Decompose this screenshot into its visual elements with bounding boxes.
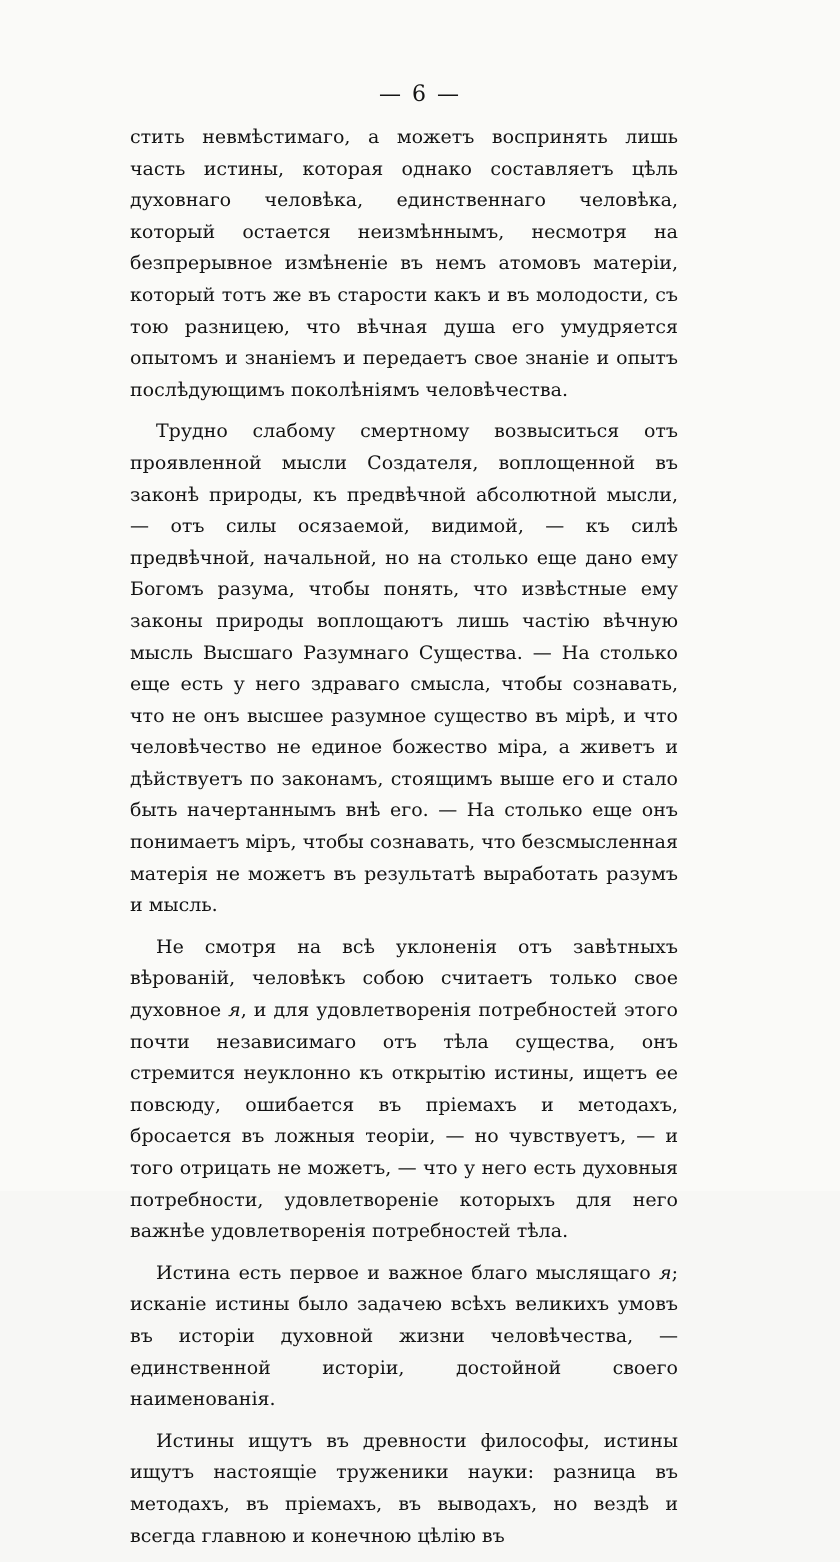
paragraph-text-segment: Истина есть первое и важное благо мыслящаго: [156, 1261, 659, 1284]
paragraph-seekers-of-truth: Истины ищутъ въ древности философы, истины ищутъ настоящіе труженики науки: разница въ методахъ, въ пріемахъ, въ выводахъ, но вездѣ и всегда главною и конечною цѣлію въ: [130, 1429, 678, 1547]
page-text: [130, 122, 678, 1562]
page-number: — 6 —: [379, 82, 461, 107]
paragraph-text-segment: ; исканіе истины было задачею всѣхъ великихъ умовъ въ исторіи духовной жизни человѣчества, — единственной исторіи, достойной своего наименованія.: [130, 1261, 678, 1411]
paragraph-spiritual-self: [130, 932, 678, 1248]
paragraph-text-segment: Не смотря на всѣ уклоненія отъ завѣтныхъ вѣрованій, человѣкъ собою считаетъ только свое духовное: [130, 935, 678, 1022]
italic-word-ya: я: [228, 999, 241, 1022]
paragraph-text-segment: , и для удовлетворенія потребностей этого почти независимаго отъ тѣла существа, онъ стремится неуклонно къ открытію истины, ищетъ ее повсюду, ошибается въ пріемахъ и методахъ, бросается въ ложныя теоріи, — но чувствуетъ, — и того отрицать не можетъ, — что у него есть духовныя потребности, удовлетвореніе которыхъ для него важнѣе удовлетворенія потребностей тѣла.: [130, 999, 678, 1243]
italic-word-ya: я: [659, 1261, 672, 1284]
paragraph-continued: стить невмѣстимаго, а можетъ воспринять лишь часть истины, которая однако составляетъ цѣль духовнаго человѣка, единственнаго человѣка, который остается неизмѣннымъ, несмотря на безпрерывное измѣненіе въ немъ атомовъ матеріи, который тотъ же въ старости какъ и въ молодости, съ тою разницею, что вѣчная душа его умудряется опытомъ и знаніемъ и передаетъ свое знаніе и опытъ послѣдующимъ поколѣніямъ человѣчества.: [130, 126, 678, 401]
paragraph-truth-first-good: [130, 1258, 678, 1416]
paragraph-creator-thought: Трудно слабому смертному возвыситься отъ проявленной мысли Создателя, воплощенной въ законѣ природы, къ предвѣчной абсолютной мысли, — отъ силы осязаемой, видимой, — къ силѣ предвѣчной, начальной, но на столько еще дано ему Богомъ разума, чтобы понять, что извѣстные ему законы природы воплощаютъ лишь частію вѣчную мысль Высшаго Разумнаго Существа. — На столько еще есть у него здраваго смысла, чтобы сознавать, что не онъ высшее разумное существо въ мірѣ, и что человѣчество не единое божество міра, а живетъ и дѣйствуетъ по законамъ, стоящимъ выше его и стало быть начертаннымъ внѣ его. — На столько еще онъ понимаетъ міръ, чтобы сознавать, что безсмысленная матерія не можетъ въ результатѣ выработать разумъ и мысль.: [130, 420, 678, 917]
